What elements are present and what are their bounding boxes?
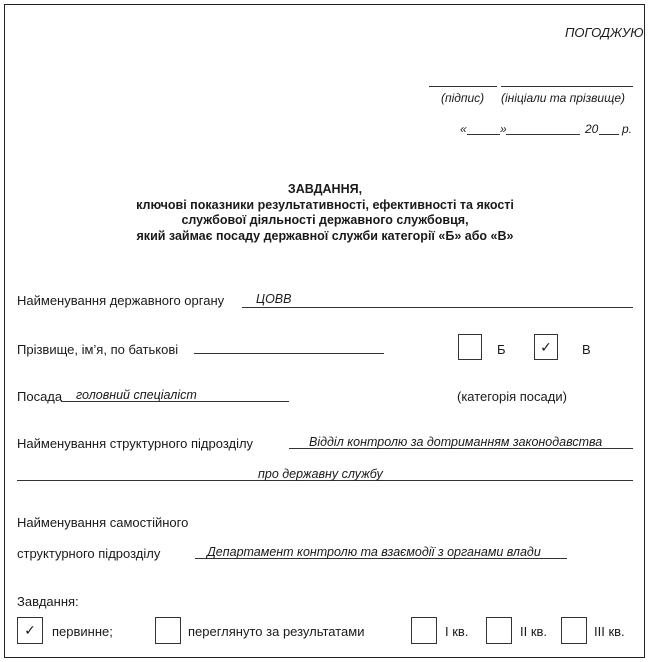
reviewed-checkbox[interactable]: [155, 617, 181, 644]
q3-checkbox[interactable]: [561, 617, 587, 644]
check-icon: ✓: [24, 622, 36, 638]
q2-checkbox[interactable]: [486, 617, 512, 644]
organ-value: ЦОВВ: [256, 292, 292, 306]
category-v-checkbox[interactable]: [534, 334, 558, 360]
name-label: Прізвище, ім’я, по батькові: [17, 342, 179, 357]
document-title: [0, 182, 650, 244]
unit-value-line-1: Відділ контролю за дотриманням законодавства: [309, 435, 603, 449]
q1-label: I кв.: [445, 624, 469, 639]
date-quote-open: «: [460, 122, 467, 136]
independent-unit-label-1: Найменування самостійного: [17, 515, 189, 530]
initials-line: [501, 86, 633, 87]
date-year-line: [599, 134, 619, 135]
unit-value-line-2: про державну службу: [258, 467, 383, 481]
position-value: головний спеціаліст: [76, 388, 197, 402]
name-line[interactable]: [194, 353, 384, 354]
title-line-3: службової діяльності державного службовця,: [181, 213, 469, 227]
category-b-label: Б: [497, 342, 506, 357]
position-category-label: (категорія посади): [457, 389, 567, 404]
date-quote-close: »: [500, 122, 507, 136]
unit-label: Найменування структурного підрозділу: [17, 436, 254, 451]
title-line-2: ключові показники результативності, ефективності та якості: [136, 197, 514, 212]
q2-label: II кв.: [520, 624, 548, 639]
category-b-checkbox[interactable]: [458, 334, 482, 360]
category-v-label: В: [582, 342, 591, 357]
position-label: Посада: [17, 389, 63, 404]
independent-unit-value: Департамент контролю та взаємодії з органами влади: [207, 545, 541, 559]
organ-line[interactable]: [242, 307, 633, 308]
date-month-line: [506, 134, 580, 135]
title-line-4: який займає посаду державної служби категорії «Б» або «В»: [136, 228, 514, 243]
primary-checkbox[interactable]: [17, 617, 43, 644]
signature-line: [429, 86, 497, 87]
approval-heading: ПОГОДЖУЮ: [565, 25, 644, 40]
date-day-line: [467, 134, 500, 135]
initials-label: (ініціали та прізвище): [501, 91, 625, 105]
reviewed-label: переглянуто за результатами: [188, 624, 365, 639]
tasks-label: Завдання:: [17, 594, 79, 609]
signature-label: (підпис): [441, 91, 485, 105]
independent-unit-label-2: структурного підрозділу: [17, 546, 161, 561]
date-year-prefix: 20: [585, 122, 599, 136]
check-icon: ✓: [540, 339, 552, 355]
q3-label: III кв.: [594, 624, 625, 639]
title-line-1: ЗАВДАННЯ,: [287, 182, 363, 196]
primary-label: первинне;: [52, 624, 113, 639]
organ-label: Найменування державного органу: [17, 293, 225, 308]
date-year-suffix: р.: [622, 122, 633, 136]
q1-checkbox[interactable]: [411, 617, 437, 644]
